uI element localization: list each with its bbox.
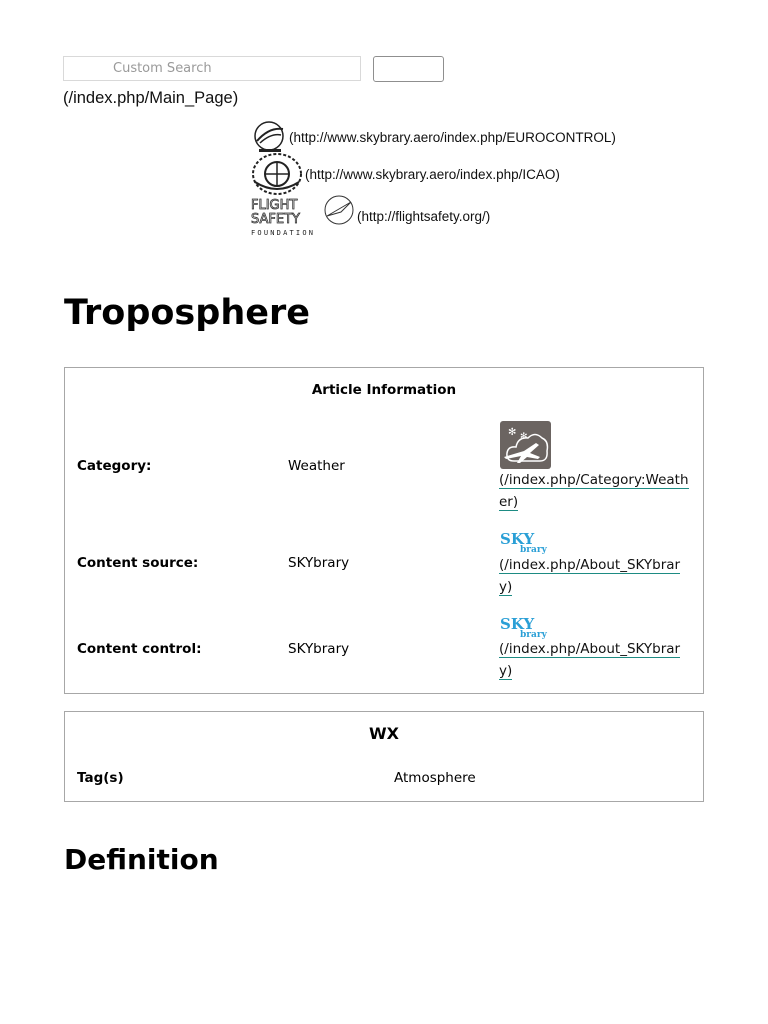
article-info-box	[64, 367, 704, 694]
main-page-link[interactable]: (/index.php/Main_Page)	[63, 89, 239, 107]
category-weather-link-text: (/index.php/Category:Weather)	[499, 472, 689, 510]
definition-heading: Definition	[64, 843, 219, 876]
content-source-value: SKYbrary	[288, 555, 350, 571]
sky-logo-text: SKY	[500, 530, 535, 548]
fsf-logo-text-1: FLIGHT	[251, 198, 298, 213]
flight-safety-url: (http://flightsafety.org/)	[357, 208, 491, 224]
skybrary-logo-icon[interactable]	[500, 615, 552, 639]
svg-text:✻: ✻	[508, 427, 517, 438]
icao-link[interactable]	[251, 152, 560, 196]
weather-category-icon[interactable]	[500, 421, 551, 469]
content-source-link[interactable]	[499, 554, 691, 598]
content-source-link-text: (/index.php/About_SKYbrary)	[499, 557, 681, 595]
tags-label: Tag(s)	[77, 770, 124, 786]
search-placeholder: Custom Search	[113, 61, 212, 76]
wx-tag-box	[64, 711, 704, 802]
content-control-link[interactable]	[499, 638, 691, 682]
eurocontrol-link[interactable]	[251, 121, 616, 153]
brary-logo-text: brary	[520, 630, 547, 639]
eurocontrol-url: (http://www.skybrary.aero/index.php/EUROCONTROL)	[289, 129, 616, 145]
brary-logo-text: brary	[520, 545, 547, 554]
content-source-label: Content source:	[77, 555, 199, 571]
flight-safety-foundation-logo-icon	[251, 194, 357, 238]
sky-logo-text: SKY	[500, 615, 535, 633]
article-info-heading: Article Information	[311, 382, 457, 398]
svg-text:✻: ✻	[520, 432, 528, 442]
content-control-link-text: (/index.php/About_SKYbrary)	[499, 641, 681, 679]
category-weather-link[interactable]	[499, 469, 691, 513]
category-value: Weather	[288, 458, 345, 474]
flight-safety-link[interactable]	[251, 194, 490, 238]
search-input[interactable]	[63, 56, 361, 81]
content-control-label: Content control:	[77, 641, 202, 657]
category-label: Category:	[77, 458, 152, 474]
eurocontrol-logo-icon	[251, 121, 289, 153]
fsf-logo-text-3: FOUNDATION	[251, 229, 316, 237]
search-button[interactable]	[373, 56, 444, 82]
page-title: Troposphere	[64, 293, 310, 333]
wx-heading: WX	[369, 724, 399, 743]
content-control-value: SKYbrary	[288, 641, 350, 657]
icao-url: (http://www.skybrary.aero/index.php/ICAO)	[305, 166, 560, 182]
tag-atmosphere[interactable]: Atmosphere	[394, 770, 476, 786]
fsf-logo-text-2: SAFETY	[251, 212, 300, 227]
skybrary-logo-icon[interactable]	[500, 530, 552, 554]
icao-logo-icon	[251, 152, 305, 196]
